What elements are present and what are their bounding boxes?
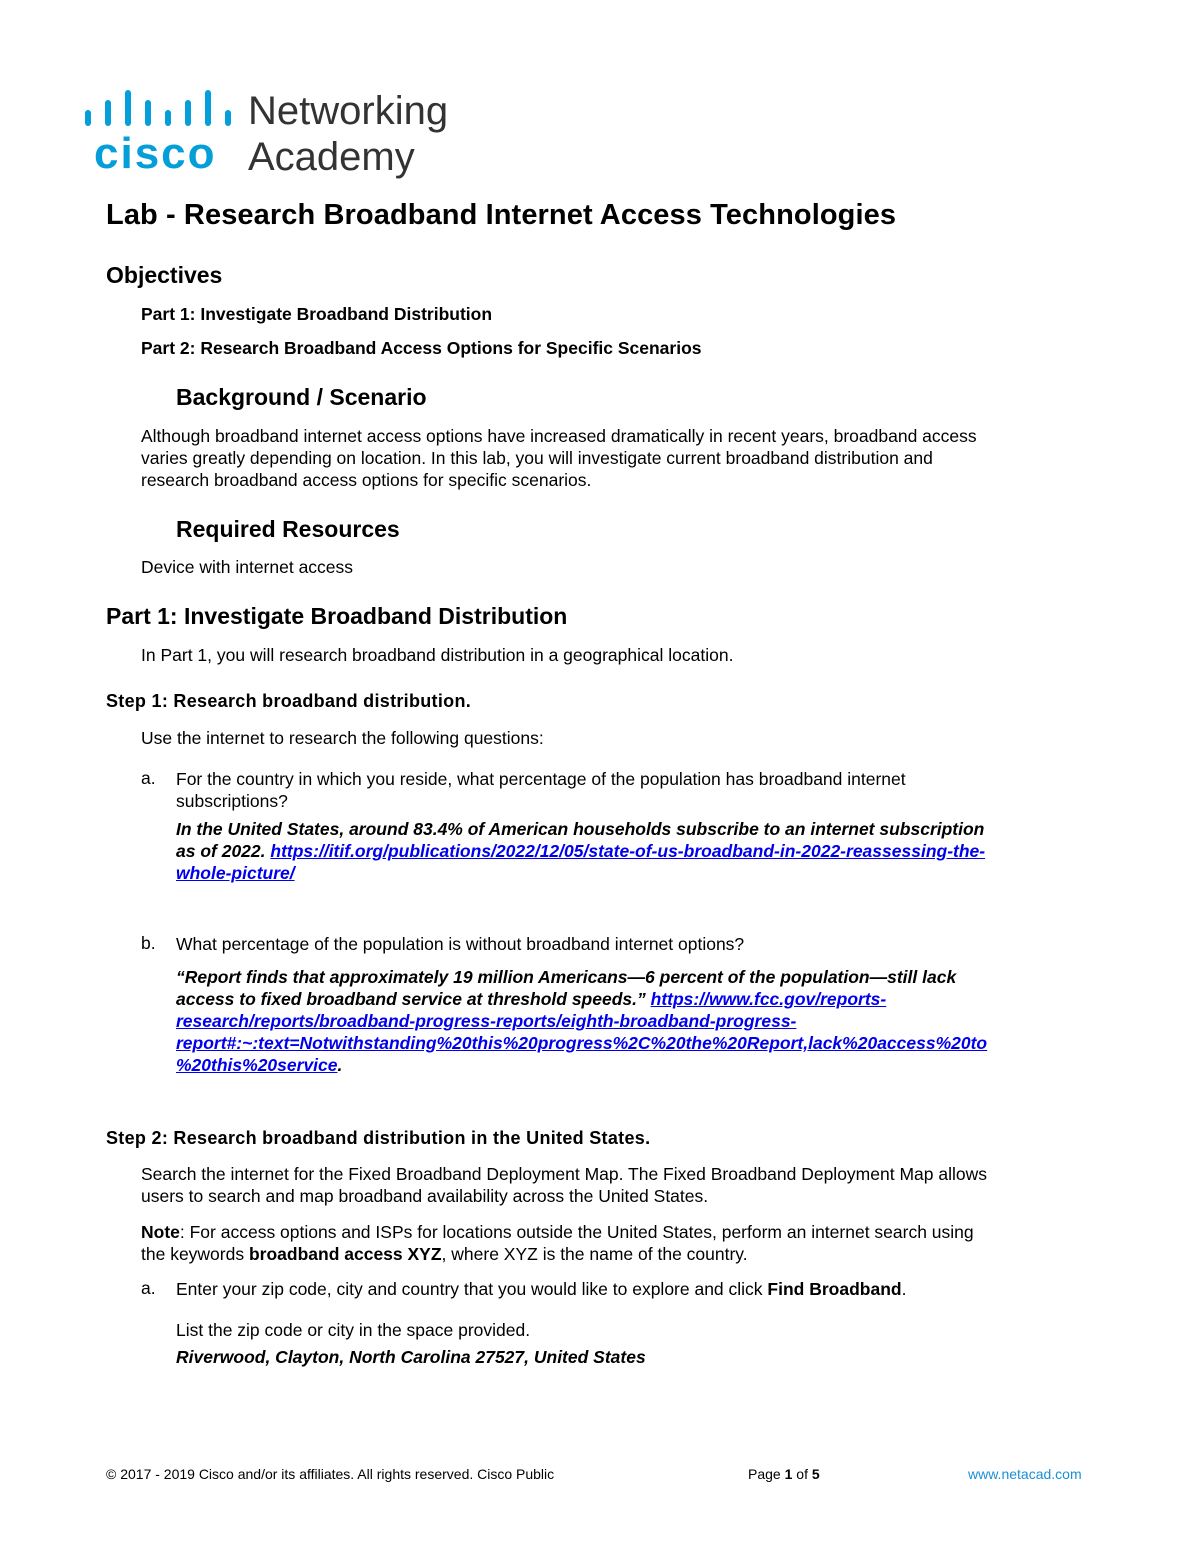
step2-instruction: List the zip code or city in the space provided. xyxy=(176,1320,531,1340)
answer-b-period: . xyxy=(337,1055,343,1075)
cisco-networking-academy-logo xyxy=(82,88,482,184)
step2-answer: Riverwood, Clayton, North Carolina 27527, United States xyxy=(176,1347,646,1367)
resource-item: Device with internet access xyxy=(141,557,354,577)
page-label: Page xyxy=(748,1466,785,1482)
question-a-line: For the country in which you reside, what percentage of the population has broadband internet xyxy=(176,769,906,789)
footer-copyright: © 2017 - 2019 Cisco and/or its affiliates. All rights reserved. Cisco Public xyxy=(106,1466,555,1482)
question-a xyxy=(176,768,906,812)
answer-b-line: “Report finds that approximately 19 million Americans—6 percent of the population—still lack xyxy=(176,967,957,987)
itif-link[interactable]: https://itif.org/publications/2022/12/05/state-of-us-broadband-in-2022-reassessing-the- xyxy=(270,841,986,861)
answer-b-line xyxy=(176,1032,987,1054)
answer-a-text: as of 2022. xyxy=(176,841,271,861)
note-label: Note xyxy=(141,1222,180,1242)
fcc-link-cont[interactable]: report#:~:text=Notwithstanding%20this%20progress%2C%20the%20Report,lack%20access%20to xyxy=(176,1033,988,1053)
itif-link-cont[interactable]: whole-picture/ xyxy=(176,863,295,883)
cisco-wordmark: cisco xyxy=(94,129,217,178)
page-of: of xyxy=(792,1466,812,1482)
step2-question-a-text: Enter your zip code, city and country that you would like to explore and click xyxy=(176,1279,768,1299)
footer-url[interactable]: www.netacad.com xyxy=(968,1466,1082,1482)
answer-a-line xyxy=(176,840,985,862)
background-heading: Background / Scenario xyxy=(176,384,427,410)
page-title: Lab - Research Broadband Internet Access Technologies xyxy=(106,199,897,231)
answer-b-line xyxy=(176,988,987,1010)
page-total: 5 xyxy=(811,1466,820,1482)
answer-b xyxy=(176,966,987,1076)
step1-heading: Step 1: Research broadband distribution. xyxy=(106,691,472,711)
step2-paragraph-line: Search the internet for the Fixed Broadband Deployment Map. The Fixed Broadband Deployment Map allows xyxy=(141,1164,987,1184)
answer-a-line: In the United States, around 83.4% of American households subscribe to an internet subscription xyxy=(176,819,985,839)
objective-part1: Part 1: Investigate Broadband Distribution xyxy=(141,304,493,324)
note-line xyxy=(141,1243,974,1265)
background-line: varies greatly depending on location. In this lab, you will investigate current broadband distribution and xyxy=(141,448,933,468)
note-text: , where XYZ is the name of the country. xyxy=(441,1244,748,1264)
answer-b-text: access to fixed broadband service at threshold speeds.” xyxy=(176,989,651,1009)
part1-heading: Part 1: Investigate Broadband Distribution xyxy=(106,603,568,629)
resources-heading: Required Resources xyxy=(176,516,400,542)
note-text: : For access options and ISPs for locations outside the United States, perform an internet search using xyxy=(179,1222,974,1242)
background-paragraph xyxy=(141,425,977,491)
background-line: Although broadband internet access options have increased dramatically in recent years, broadband access xyxy=(141,426,977,446)
footer-page-number xyxy=(748,1466,820,1482)
step1-intro: Use the internet to research the following questions: xyxy=(141,728,544,748)
answer-a xyxy=(176,818,985,884)
fcc-link-cont[interactable]: %20this%20service xyxy=(176,1055,338,1075)
logo-academy: Academy xyxy=(248,135,415,179)
list-marker-a: a. xyxy=(141,768,156,788)
background-line: research broadband access options for specific scenarios. xyxy=(141,470,592,490)
step2-heading: Step 2: Research broadband distribution in the United States. xyxy=(106,1128,651,1148)
question-a-line: subscriptions? xyxy=(176,791,288,811)
note-text: the keywords xyxy=(141,1244,249,1264)
note-keyword: broadband access XYZ xyxy=(248,1244,442,1264)
list-marker-a2: a. xyxy=(141,1278,156,1298)
find-broadband-label: Find Broadband xyxy=(767,1279,902,1299)
page-current: 1 xyxy=(784,1466,793,1482)
step2-paragraph xyxy=(141,1163,987,1207)
answer-a-line xyxy=(176,862,985,884)
step2-paragraph-line: users to search and map broadband availability across the United States. xyxy=(141,1186,709,1206)
list-marker-b: b. xyxy=(141,933,156,953)
note-line xyxy=(141,1221,974,1243)
part1-intro: In Part 1, you will research broadband distribution in a geographical location. xyxy=(141,645,734,665)
answer-b-line xyxy=(176,1054,987,1076)
fcc-link[interactable]: https://www.fcc.gov/reports- xyxy=(650,989,887,1009)
question-b: What percentage of the population is without broadband internet options? xyxy=(176,934,745,954)
step2-question-a xyxy=(176,1278,906,1300)
step2-question-a-end: . xyxy=(901,1279,907,1299)
answer-b-line xyxy=(176,1010,987,1032)
cisco-logo-icon xyxy=(82,88,482,184)
objective-part2: Part 2: Research Broadband Access Options for Specific Scenarios xyxy=(141,338,702,358)
objectives-heading: Objectives xyxy=(106,262,223,288)
fcc-link-cont[interactable]: research/reports/broadband-progress-reports/eighth-broadband-progress- xyxy=(176,1011,797,1031)
step2-note xyxy=(141,1221,974,1265)
logo-networking: Networking xyxy=(248,89,449,133)
